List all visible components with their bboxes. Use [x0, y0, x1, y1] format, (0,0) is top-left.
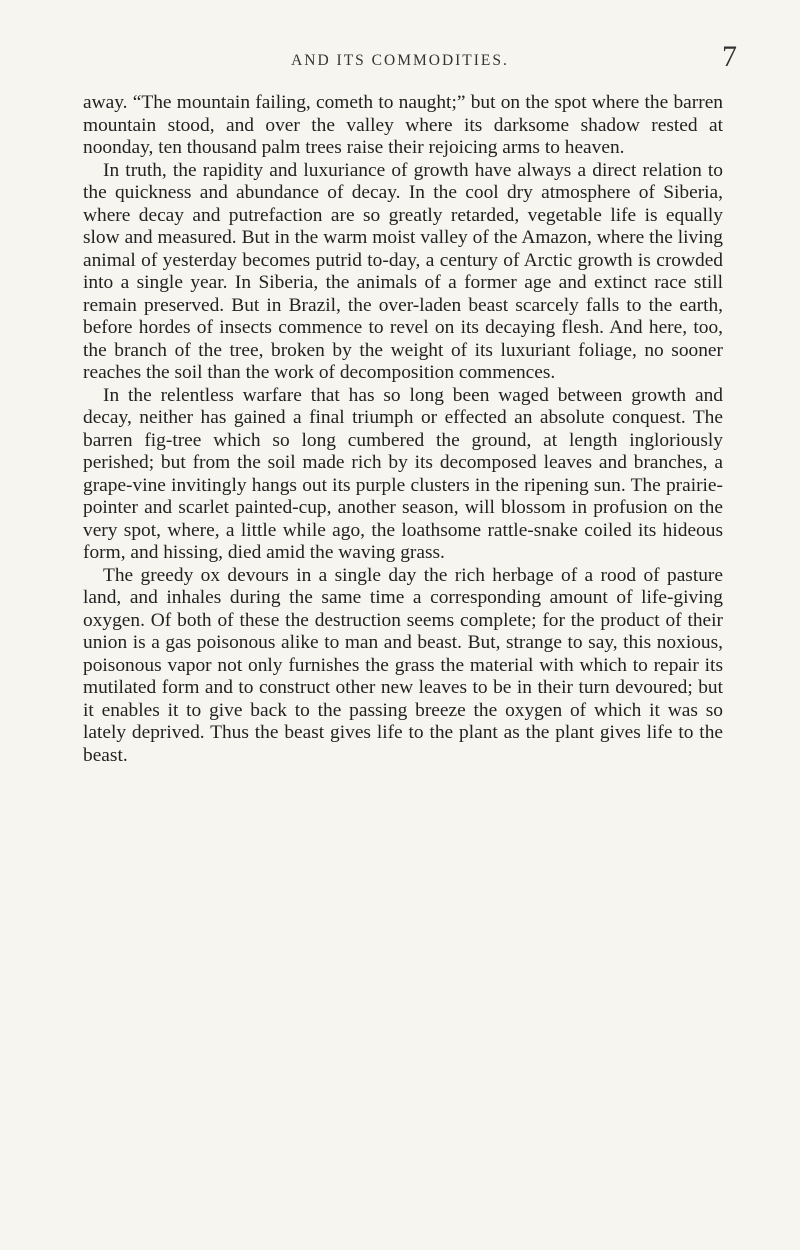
- running-head: AND ITS COMMODITIES.: [291, 52, 509, 69]
- paragraph: In the relentless warfare that has so long been waged between growth and decay, neither has gained a final triumph or effected an absolute conquest. The barren fig-tree which so long cumbered the ground, at length ingloriously perished; but from the soil made rich by its decomposed leaves and branches, a grape-vine invitingly hangs out its purple clusters in the ripening sun. The prairie-pointer and scarlet painted-cup, another season, will blossom in profusion on the very spot, where, a little while ago, the loathsome rattle-snake coiled its hideous form, and hissing, died amid the waving grass.: [83, 384, 723, 563]
- paragraph: The greedy ox devours in a single day the rich herbage of a rood of pasture land, and inhales during the same time a corresponding amount of life-giving oxygen. Of both of these the destruction seems complete; for the product of their union is a gas poisonous alike to man and beast. But, strange to say, this noxious, poisonous vapor not only furnishes the grass the material with which to repair its mutilated form and to construct other new leaves to be in their turn devoured; but it enables it to give back to the passing breeze the oxygen of which it was so lately deprived. Thus the beast gives life to the plant as the plant gives life to the beast.: [83, 564, 723, 766]
- paragraph: In truth, the rapidity and luxuriance of growth have always a direct relation to the quickness and abundance of decay. In the cool dry atmosphere of Siberia, where decay and putrefaction are so greatly retarded, vegetable life is equally slow and measured. But in the warm moist valley of the Amazon, where the living animal of yesterday becomes putrid to-day, a century of Arctic growth is crowded into a single year. In Siberia, the animals of a former age and extinct race still remain preserved. But in Brazil, the over-laden beast scarcely falls to the earth, before hordes of insects commence to revel on its decaying flesh. And here, too, the branch of the tree, broken by the weight of its luxuriant foliage, no sooner reaches the soil than the work of decomposition commences.: [83, 159, 723, 383]
- body-text: [83, 92, 723, 767]
- page-number: 7: [722, 40, 737, 73]
- paragraph: away. “The mountain failing, cometh to naught;” but on the spot where the barren mountain stood, and over the valley where its darksome shadow rested at noonday, ten thousand palm trees raise their rejoicing arms to heaven.: [83, 92, 723, 158]
